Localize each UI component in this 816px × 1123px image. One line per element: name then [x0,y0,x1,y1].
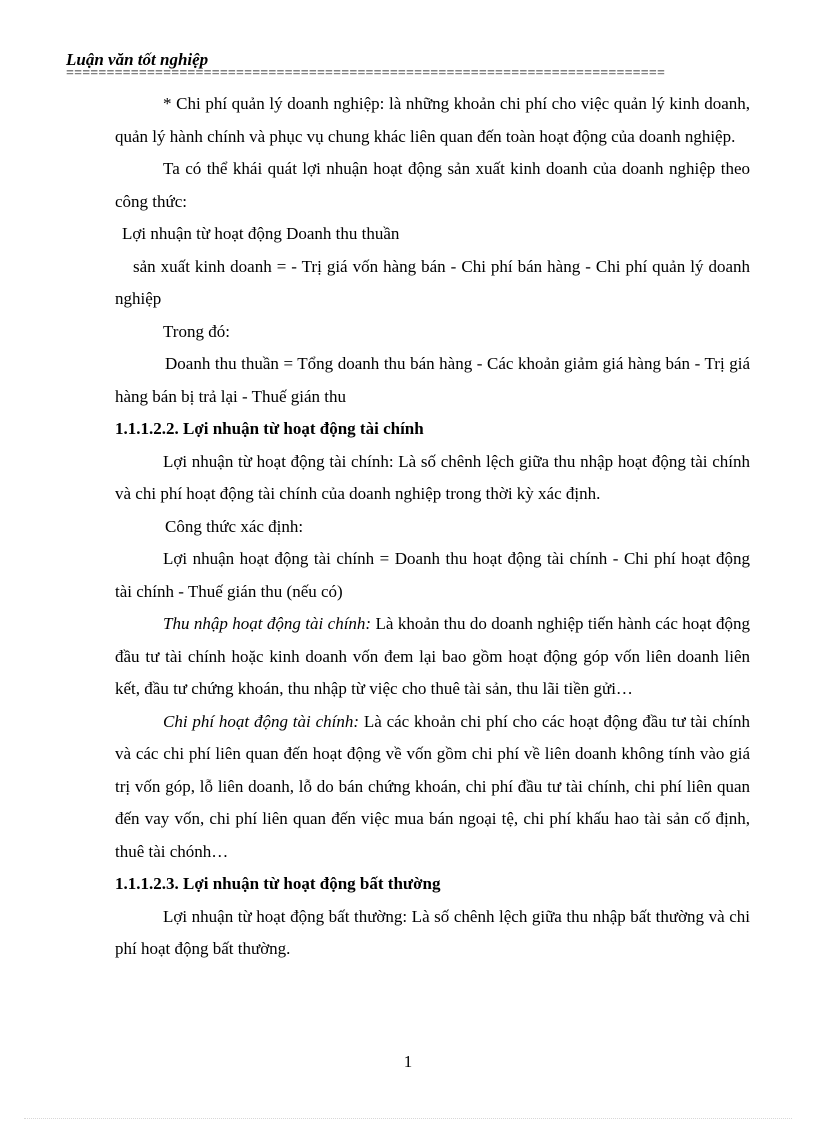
header-divider: ========================================================================== [66,69,666,79]
paragraph-financial-cost [115,706,750,869]
paragraph-net-revenue: Doanh thu thuần = Tổng doanh thu bán hàng - Các khoản giảm giá hàng bán - Trị giá hàng bán bị trả lại - Thuế gián thu [115,354,750,406]
section-heading-financial: 1.1.1.2.2. Lợi nhuận từ hoạt động tài chính [115,419,424,438]
paragraph-where: Trong đó: [163,321,230,341]
definition-financial-income: Là khoản thu do doanh nghiệp tiến hành các hoạt động đầu tư tài chính hoặc kinh doanh vốn đem lại bao gồm hoạt động góp vốn liên doanh liên kết, đầu tư chứng khoán, thu nhập từ việc cho thuê tài sản, thu lãi tiền gửi… [115,614,750,698]
paragraph-formula-label: Công thức xác định: [165,516,304,536]
paragraph-management-cost: * Chi phí quản lý doanh nghiệp: là những khoản chi phí cho việc quản lý kinh doanh, quản lý hành chính và phục vụ chung khác liên quan đến toàn hoạt động của doanh nghiệp. [115,94,750,146]
paragraph-extraordinary-profit: Lợi nhuận từ hoạt động bất thường: Là số chênh lệch giữa thu nhập bất thường và chi phí hoạt động bất thường. [115,906,750,958]
running-header-title: Luận văn tốt nghiệp [66,50,209,69]
document-body [115,88,750,966]
page-number: 1 [403,1052,413,1071]
page-bottom-edge [24,1118,792,1119]
section-heading-extraordinary: 1.1.1.2.3. Lợi nhuận từ hoạt động bất thường [115,874,441,893]
term-financial-cost: Chi phí hoạt động tài chính: [163,711,359,731]
paragraph-financial-income [115,608,750,706]
formula-line-1: Lợi nhuận từ hoạt động Doanh thu thuần [122,224,400,243]
formula-line-2: sản xuất kinh doanh = - Trị giá vốn hàng bán - Chi phí bán hàng - Chi phí quản lý doanh nghiệp [115,256,750,308]
paragraph-financial-profit: Lợi nhuận từ hoạt động tài chính: Là số chênh lệch giữa thu nhập hoạt động tài chính và chi phí hoạt động tài chính của doanh nghiệp trong thời kỳ xác định. [115,451,750,503]
definition-financial-cost: Là các khoản chi phí cho các hoạt động đầu tư tài chính và các chi phí liên quan đến hoạt động về vốn gồm chi phí về liên doanh không tính vào giá trị vốn góp, lỗ liên doanh, lỗ do bán chứng khoán, chi phí đầu tư tài chính, chi phí liên quan đến vay vốn, chi phí liên quan đến việc mua bán ngoại tệ, chi phí khấu hao tài sản cố định, thuê tài chónh… [115,711,750,861]
term-financial-income: Thu nhập hoạt động tài chính: [163,614,372,633]
paragraph-financial-formula: Lợi nhuận hoạt động tài chính = Doanh thu hoạt động tài chính - Chi phí hoạt động tài chính - Thuế gián thu (nếu có) [115,549,750,601]
paragraph-formula-intro: Ta có thể khái quát lợi nhuận hoạt động sản xuất kinh doanh của doanh nghiệp theo công thức: [115,159,750,211]
